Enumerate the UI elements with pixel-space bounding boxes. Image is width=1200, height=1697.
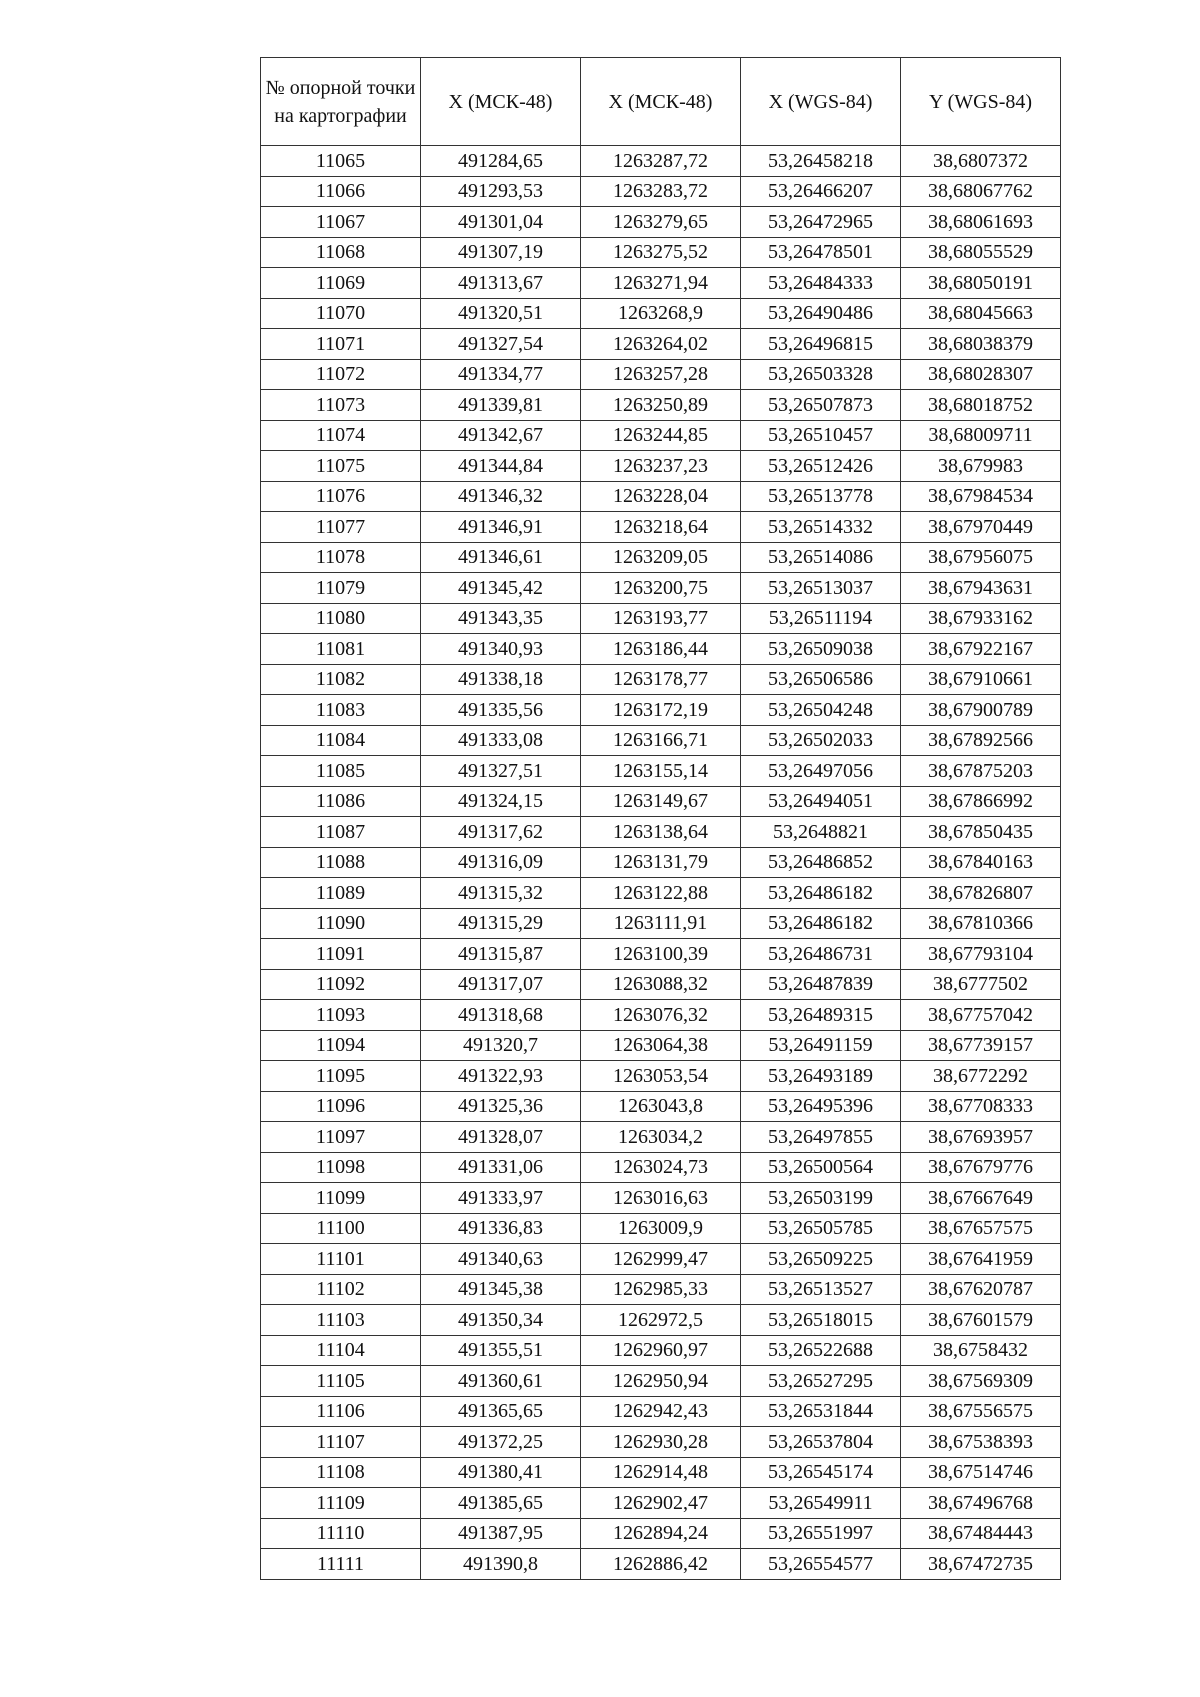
cell-x-msk48: 491365,65	[421, 1396, 581, 1427]
cell-x-msk48: 491327,51	[421, 756, 581, 787]
cell-x-msk48-second: 1263064,38	[581, 1030, 741, 1061]
header-row	[261, 58, 1061, 146]
header-x-wgs84: X (WGS-84)	[741, 58, 901, 146]
cell-x-wgs84: 53,26509038	[741, 634, 901, 665]
cell-point-number: 11093	[261, 1000, 421, 1031]
cell-y-wgs84: 38,68061693	[901, 207, 1061, 238]
cell-point-number: 11068	[261, 237, 421, 268]
cell-point-number: 11075	[261, 451, 421, 482]
cell-x-msk48-second: 1263172,19	[581, 695, 741, 726]
header-x-msk48-second: X (МСК-48)	[581, 58, 741, 146]
cell-x-msk48: 491346,61	[421, 542, 581, 573]
cell-y-wgs84: 38,68009711	[901, 420, 1061, 451]
cell-y-wgs84: 38,67943631	[901, 573, 1061, 604]
cell-x-wgs84: 53,26503199	[741, 1183, 901, 1214]
cell-y-wgs84: 38,67641959	[901, 1244, 1061, 1275]
table-row	[261, 664, 1061, 695]
cell-x-msk48-second: 1263111,91	[581, 908, 741, 939]
cell-point-number: 11085	[261, 756, 421, 787]
cell-x-msk48: 491387,95	[421, 1518, 581, 1549]
cell-x-msk48-second: 1263287,72	[581, 146, 741, 177]
cell-x-msk48-second: 1262985,33	[581, 1274, 741, 1305]
cell-x-wgs84: 53,26491159	[741, 1030, 901, 1061]
cell-x-msk48-second: 1262942,43	[581, 1396, 741, 1427]
cell-x-msk48: 491317,62	[421, 817, 581, 848]
cell-x-msk48: 491344,84	[421, 451, 581, 482]
cell-x-msk48-second: 1263228,04	[581, 481, 741, 512]
cell-point-number: 11100	[261, 1213, 421, 1244]
cell-x-wgs84: 53,26489315	[741, 1000, 901, 1031]
cell-y-wgs84: 38,67984534	[901, 481, 1061, 512]
table-row	[261, 1335, 1061, 1366]
cell-point-number: 11106	[261, 1396, 421, 1427]
cell-x-wgs84: 53,26500564	[741, 1152, 901, 1183]
table-row	[261, 573, 1061, 604]
cell-point-number: 11072	[261, 359, 421, 390]
cell-x-wgs84: 53,26486731	[741, 939, 901, 970]
cell-y-wgs84: 38,6772292	[901, 1061, 1061, 1092]
cell-point-number: 11081	[261, 634, 421, 665]
table-row	[261, 908, 1061, 939]
cell-x-wgs84: 53,26496815	[741, 329, 901, 360]
cell-y-wgs84: 38,67757042	[901, 1000, 1061, 1031]
cell-x-msk48-second: 1262902,47	[581, 1488, 741, 1519]
table-row	[261, 878, 1061, 909]
cell-x-msk48-second: 1263016,63	[581, 1183, 741, 1214]
cell-x-msk48: 491327,54	[421, 329, 581, 360]
cell-x-msk48: 491313,67	[421, 268, 581, 299]
cell-x-wgs84: 53,26495396	[741, 1091, 901, 1122]
cell-y-wgs84: 38,67875203	[901, 756, 1061, 787]
cell-x-msk48: 491322,93	[421, 1061, 581, 1092]
table-row	[261, 420, 1061, 451]
cell-x-msk48: 491284,65	[421, 146, 581, 177]
cell-y-wgs84: 38,67892566	[901, 725, 1061, 756]
cell-y-wgs84: 38,67956075	[901, 542, 1061, 573]
cell-x-msk48-second: 1262972,5	[581, 1305, 741, 1336]
cell-point-number: 11104	[261, 1335, 421, 1366]
cell-x-msk48-second: 1263237,23	[581, 451, 741, 482]
cell-x-msk48: 491340,93	[421, 634, 581, 665]
table-row	[261, 1518, 1061, 1549]
table-row	[261, 207, 1061, 238]
cell-x-wgs84: 53,26513778	[741, 481, 901, 512]
cell-x-msk48: 491334,77	[421, 359, 581, 390]
cell-x-msk48: 491339,81	[421, 390, 581, 421]
cell-x-msk48-second: 1263131,79	[581, 847, 741, 878]
table-row	[261, 176, 1061, 207]
cell-x-wgs84: 53,26554577	[741, 1549, 901, 1580]
cell-point-number: 11087	[261, 817, 421, 848]
cell-x-msk48-second: 1262914,48	[581, 1457, 741, 1488]
cell-x-msk48: 491318,68	[421, 1000, 581, 1031]
cell-x-wgs84: 53,26493189	[741, 1061, 901, 1092]
cell-x-msk48-second: 1263178,77	[581, 664, 741, 695]
cell-x-msk48-second: 1262886,42	[581, 1549, 741, 1580]
cell-x-wgs84: 53,2648821	[741, 817, 901, 848]
cell-x-msk48: 491343,35	[421, 603, 581, 634]
table-body	[261, 146, 1061, 1580]
table-header	[261, 58, 1061, 146]
table-row	[261, 1244, 1061, 1275]
cell-point-number: 11070	[261, 298, 421, 329]
table-row	[261, 359, 1061, 390]
table-row	[261, 725, 1061, 756]
cell-x-msk48-second: 1263088,32	[581, 969, 741, 1000]
header-y-wgs84: Y (WGS-84)	[901, 58, 1061, 146]
cell-point-number: 11094	[261, 1030, 421, 1061]
cell-x-wgs84: 53,26487839	[741, 969, 901, 1000]
cell-x-msk48-second: 1262950,94	[581, 1366, 741, 1397]
cell-point-number: 11084	[261, 725, 421, 756]
cell-y-wgs84: 38,67657575	[901, 1213, 1061, 1244]
cell-x-wgs84: 53,26486182	[741, 878, 901, 909]
cell-x-wgs84: 53,26497056	[741, 756, 901, 787]
cell-x-msk48-second: 1263268,9	[581, 298, 741, 329]
cell-x-msk48-second: 1263218,64	[581, 512, 741, 543]
table-row	[261, 1457, 1061, 1488]
table-row	[261, 756, 1061, 787]
cell-x-msk48-second: 1262894,24	[581, 1518, 741, 1549]
table-row	[261, 1427, 1061, 1458]
cell-y-wgs84: 38,67556575	[901, 1396, 1061, 1427]
cell-x-msk48: 491333,97	[421, 1183, 581, 1214]
cell-x-wgs84: 53,26497855	[741, 1122, 901, 1153]
cell-y-wgs84: 38,68018752	[901, 390, 1061, 421]
cell-y-wgs84: 38,67569309	[901, 1366, 1061, 1397]
cell-x-msk48-second: 1263275,52	[581, 237, 741, 268]
cell-x-msk48-second: 1263264,02	[581, 329, 741, 360]
cell-point-number: 11083	[261, 695, 421, 726]
cell-x-msk48-second: 1262999,47	[581, 1244, 741, 1275]
table-row	[261, 817, 1061, 848]
cell-x-msk48-second: 1263244,85	[581, 420, 741, 451]
cell-y-wgs84: 38,68045663	[901, 298, 1061, 329]
cell-point-number: 11095	[261, 1061, 421, 1092]
cell-point-number: 11071	[261, 329, 421, 360]
cell-point-number: 11076	[261, 481, 421, 512]
cell-y-wgs84: 38,67826807	[901, 878, 1061, 909]
cell-x-msk48: 491301,04	[421, 207, 581, 238]
cell-point-number: 11079	[261, 573, 421, 604]
cell-x-msk48: 491325,36	[421, 1091, 581, 1122]
coordinates-table	[260, 57, 1061, 1580]
cell-point-number: 11110	[261, 1518, 421, 1549]
table-row	[261, 298, 1061, 329]
cell-y-wgs84: 38,68028307	[901, 359, 1061, 390]
cell-y-wgs84: 38,6777502	[901, 969, 1061, 1000]
cell-x-msk48: 491317,07	[421, 969, 581, 1000]
cell-point-number: 11098	[261, 1152, 421, 1183]
cell-x-msk48-second: 1263024,73	[581, 1152, 741, 1183]
cell-x-msk48: 491315,32	[421, 878, 581, 909]
cell-x-msk48: 491320,7	[421, 1030, 581, 1061]
cell-x-wgs84: 53,26506586	[741, 664, 901, 695]
cell-x-msk48: 491390,8	[421, 1549, 581, 1580]
table-row	[261, 481, 1061, 512]
cell-x-wgs84: 53,26514086	[741, 542, 901, 573]
cell-y-wgs84: 38,67970449	[901, 512, 1061, 543]
cell-x-msk48: 491333,08	[421, 725, 581, 756]
cell-y-wgs84: 38,67922167	[901, 634, 1061, 665]
table-row	[261, 1396, 1061, 1427]
table-row	[261, 1122, 1061, 1153]
cell-point-number: 11097	[261, 1122, 421, 1153]
cell-x-msk48: 491335,56	[421, 695, 581, 726]
cell-point-number: 11105	[261, 1366, 421, 1397]
cell-point-number: 11109	[261, 1488, 421, 1519]
cell-x-msk48-second: 1263149,67	[581, 786, 741, 817]
cell-x-wgs84: 53,26472965	[741, 207, 901, 238]
header-x-msk48: X (МСК-48)	[421, 58, 581, 146]
cell-x-wgs84: 53,26486182	[741, 908, 901, 939]
cell-point-number: 11102	[261, 1274, 421, 1305]
cell-y-wgs84: 38,68038379	[901, 329, 1061, 360]
cell-x-msk48-second: 1263138,64	[581, 817, 741, 848]
cell-x-msk48: 491360,61	[421, 1366, 581, 1397]
cell-x-wgs84: 53,26514332	[741, 512, 901, 543]
cell-point-number: 11074	[261, 420, 421, 451]
table-row	[261, 390, 1061, 421]
cell-x-wgs84: 53,26545174	[741, 1457, 901, 1488]
cell-x-msk48: 491307,19	[421, 237, 581, 268]
table-row	[261, 1213, 1061, 1244]
table-row	[261, 1549, 1061, 1580]
cell-x-wgs84: 53,26531844	[741, 1396, 901, 1427]
cell-x-msk48: 491385,65	[421, 1488, 581, 1519]
table-row	[261, 237, 1061, 268]
cell-y-wgs84: 38,67514746	[901, 1457, 1061, 1488]
table-row	[261, 1152, 1061, 1183]
cell-x-wgs84: 53,26512426	[741, 451, 901, 482]
table-row	[261, 1030, 1061, 1061]
cell-y-wgs84: 38,67472735	[901, 1549, 1061, 1580]
cell-x-msk48-second: 1263250,89	[581, 390, 741, 421]
cell-x-wgs84: 53,26458218	[741, 146, 901, 177]
table-row	[261, 1183, 1061, 1214]
cell-x-msk48-second: 1263283,72	[581, 176, 741, 207]
cell-point-number: 11096	[261, 1091, 421, 1122]
cell-point-number: 11066	[261, 176, 421, 207]
cell-y-wgs84: 38,67933162	[901, 603, 1061, 634]
cell-point-number: 11077	[261, 512, 421, 543]
cell-point-number: 11069	[261, 268, 421, 299]
cell-y-wgs84: 38,67810366	[901, 908, 1061, 939]
cell-y-wgs84: 38,6807372	[901, 146, 1061, 177]
cell-x-msk48: 491346,32	[421, 481, 581, 512]
cell-x-msk48-second: 1263186,44	[581, 634, 741, 665]
cell-x-msk48: 491350,34	[421, 1305, 581, 1336]
cell-y-wgs84: 38,6758432	[901, 1335, 1061, 1366]
cell-y-wgs84: 38,67793104	[901, 939, 1061, 970]
cell-x-msk48-second: 1262930,28	[581, 1427, 741, 1458]
cell-x-wgs84: 53,26484333	[741, 268, 901, 299]
cell-x-wgs84: 53,26494051	[741, 786, 901, 817]
cell-x-msk48: 491315,87	[421, 939, 581, 970]
cell-y-wgs84: 38,67620787	[901, 1274, 1061, 1305]
cell-x-msk48: 491336,83	[421, 1213, 581, 1244]
table-row	[261, 603, 1061, 634]
cell-x-wgs84: 53,26503328	[741, 359, 901, 390]
header-point-number: № опорной точки на картографии	[261, 58, 421, 146]
cell-y-wgs84: 38,67840163	[901, 847, 1061, 878]
cell-point-number: 11108	[261, 1457, 421, 1488]
cell-y-wgs84: 38,67693957	[901, 1122, 1061, 1153]
cell-point-number: 11080	[261, 603, 421, 634]
cell-point-number: 11088	[261, 847, 421, 878]
cell-y-wgs84: 38,67739157	[901, 1030, 1061, 1061]
table-row	[261, 1061, 1061, 1092]
table-row	[261, 695, 1061, 726]
cell-y-wgs84: 38,67900789	[901, 695, 1061, 726]
table-row	[261, 786, 1061, 817]
cell-x-msk48: 491320,51	[421, 298, 581, 329]
table-row	[261, 939, 1061, 970]
cell-x-msk48: 491340,63	[421, 1244, 581, 1275]
cell-x-wgs84: 53,26505785	[741, 1213, 901, 1244]
cell-point-number: 11089	[261, 878, 421, 909]
cell-x-wgs84: 53,26466207	[741, 176, 901, 207]
table-row	[261, 146, 1061, 177]
cell-x-msk48: 491345,38	[421, 1274, 581, 1305]
cell-y-wgs84: 38,67910661	[901, 664, 1061, 695]
cell-x-msk48: 491331,06	[421, 1152, 581, 1183]
cell-y-wgs84: 38,68055529	[901, 237, 1061, 268]
cell-x-msk48: 491346,91	[421, 512, 581, 543]
cell-point-number: 11111	[261, 1549, 421, 1580]
cell-point-number: 11090	[261, 908, 421, 939]
table-row	[261, 512, 1061, 543]
cell-point-number: 11091	[261, 939, 421, 970]
table-row	[261, 1366, 1061, 1397]
cell-x-wgs84: 53,26486852	[741, 847, 901, 878]
cell-x-msk48: 491342,67	[421, 420, 581, 451]
cell-x-msk48: 491380,41	[421, 1457, 581, 1488]
table-row	[261, 1274, 1061, 1305]
cell-x-wgs84: 53,26502033	[741, 725, 901, 756]
cell-y-wgs84: 38,68067762	[901, 176, 1061, 207]
table-row	[261, 451, 1061, 482]
cell-x-wgs84: 53,26522688	[741, 1335, 901, 1366]
cell-y-wgs84: 38,67850435	[901, 817, 1061, 848]
cell-x-msk48-second: 1263271,94	[581, 268, 741, 299]
cell-x-msk48: 491316,09	[421, 847, 581, 878]
cell-x-msk48-second: 1263122,88	[581, 878, 741, 909]
cell-x-msk48-second: 1263009,9	[581, 1213, 741, 1244]
cell-x-wgs84: 53,26518015	[741, 1305, 901, 1336]
cell-x-wgs84: 53,26551997	[741, 1518, 901, 1549]
cell-x-wgs84: 53,26513527	[741, 1274, 901, 1305]
table-row	[261, 1000, 1061, 1031]
cell-point-number: 11067	[261, 207, 421, 238]
table-row	[261, 1488, 1061, 1519]
cell-y-wgs84: 38,679983	[901, 451, 1061, 482]
cell-x-msk48: 491293,53	[421, 176, 581, 207]
table-row	[261, 268, 1061, 299]
cell-x-msk48-second: 1263200,75	[581, 573, 741, 604]
document-page	[260, 57, 1061, 1580]
table-row	[261, 847, 1061, 878]
table-row	[261, 969, 1061, 1000]
cell-x-msk48-second: 1262960,97	[581, 1335, 741, 1366]
cell-point-number: 11092	[261, 969, 421, 1000]
cell-x-wgs84: 53,26537804	[741, 1427, 901, 1458]
cell-x-wgs84: 53,26509225	[741, 1244, 901, 1275]
cell-y-wgs84: 38,67679776	[901, 1152, 1061, 1183]
table-row	[261, 329, 1061, 360]
cell-x-msk48-second: 1263209,05	[581, 542, 741, 573]
cell-x-msk48-second: 1263076,32	[581, 1000, 741, 1031]
cell-x-wgs84: 53,26504248	[741, 695, 901, 726]
cell-point-number: 11065	[261, 146, 421, 177]
cell-y-wgs84: 38,67484443	[901, 1518, 1061, 1549]
cell-y-wgs84: 38,68050191	[901, 268, 1061, 299]
cell-x-msk48-second: 1263034,2	[581, 1122, 741, 1153]
cell-x-msk48-second: 1263043,8	[581, 1091, 741, 1122]
cell-x-msk48: 491328,07	[421, 1122, 581, 1153]
cell-point-number: 11103	[261, 1305, 421, 1336]
cell-x-msk48: 491372,25	[421, 1427, 581, 1458]
cell-y-wgs84: 38,67496768	[901, 1488, 1061, 1519]
cell-x-msk48: 491324,15	[421, 786, 581, 817]
cell-y-wgs84: 38,67866992	[901, 786, 1061, 817]
cell-x-wgs84: 53,26478501	[741, 237, 901, 268]
table-row	[261, 542, 1061, 573]
cell-x-wgs84: 53,26511194	[741, 603, 901, 634]
cell-point-number: 11073	[261, 390, 421, 421]
cell-x-msk48: 491355,51	[421, 1335, 581, 1366]
cell-x-msk48: 491338,18	[421, 664, 581, 695]
table-row	[261, 1305, 1061, 1336]
cell-x-msk48-second: 1263257,28	[581, 359, 741, 390]
cell-x-msk48-second: 1263279,65	[581, 207, 741, 238]
table-row	[261, 1091, 1061, 1122]
cell-x-msk48-second: 1263155,14	[581, 756, 741, 787]
cell-x-wgs84: 53,26513037	[741, 573, 901, 604]
cell-x-msk48-second: 1263100,39	[581, 939, 741, 970]
cell-point-number: 11086	[261, 786, 421, 817]
cell-x-msk48: 491345,42	[421, 573, 581, 604]
cell-x-wgs84: 53,26527295	[741, 1366, 901, 1397]
cell-x-msk48-second: 1263193,77	[581, 603, 741, 634]
cell-y-wgs84: 38,67538393	[901, 1427, 1061, 1458]
cell-point-number: 11078	[261, 542, 421, 573]
cell-point-number: 11099	[261, 1183, 421, 1214]
cell-y-wgs84: 38,67708333	[901, 1091, 1061, 1122]
cell-x-msk48-second: 1263166,71	[581, 725, 741, 756]
cell-y-wgs84: 38,67601579	[901, 1305, 1061, 1336]
cell-x-wgs84: 53,26507873	[741, 390, 901, 421]
cell-point-number: 11082	[261, 664, 421, 695]
cell-x-wgs84: 53,26490486	[741, 298, 901, 329]
cell-y-wgs84: 38,67667649	[901, 1183, 1061, 1214]
cell-x-msk48: 491315,29	[421, 908, 581, 939]
cell-point-number: 11107	[261, 1427, 421, 1458]
cell-x-msk48-second: 1263053,54	[581, 1061, 741, 1092]
cell-x-wgs84: 53,26510457	[741, 420, 901, 451]
cell-x-wgs84: 53,26549911	[741, 1488, 901, 1519]
cell-point-number: 11101	[261, 1244, 421, 1275]
table-row	[261, 634, 1061, 665]
